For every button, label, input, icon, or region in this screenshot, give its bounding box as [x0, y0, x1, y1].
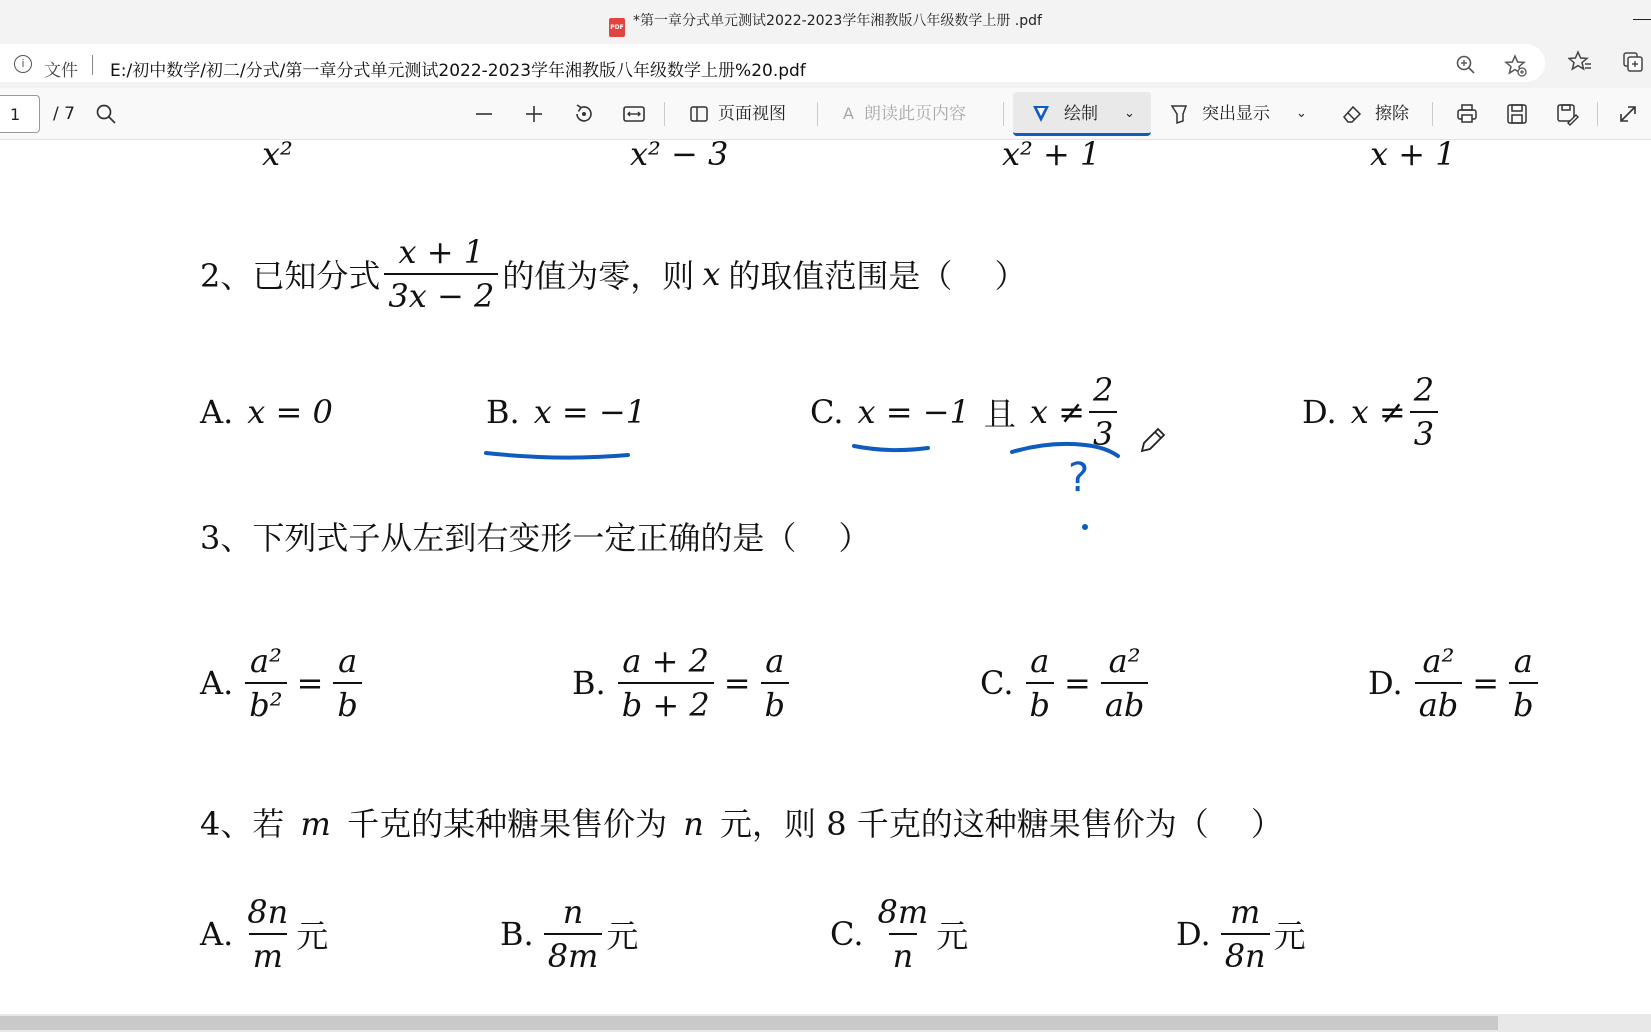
address-field[interactable] [0, 44, 1545, 82]
pen-icon [1030, 103, 1052, 125]
pdf-page-content[interactable] [0, 141, 1651, 1014]
q3-a-right [333, 642, 361, 724]
page-total: / 7 [53, 104, 75, 124]
q4-c-num: 8m [877, 893, 929, 931]
q2-frac-den: 3x − 2 [384, 273, 498, 315]
info-icon[interactable]: i [14, 55, 32, 73]
q4-d-num: m [1230, 893, 1261, 931]
print-icon[interactable] [1455, 88, 1479, 140]
ink-underline-b [486, 453, 628, 458]
minimize-button[interactable] [1633, 6, 1651, 20]
q3-b-left [618, 642, 714, 724]
q2-option-a-expr: x = 0 [247, 393, 333, 431]
page-view-button[interactable] [688, 88, 786, 140]
q2-option-b-label: B. [486, 393, 520, 431]
page-view-label: 页面视图 [718, 104, 786, 124]
question-4 [200, 799, 1283, 845]
q4-option-a-label: A. [200, 915, 234, 953]
rotate-icon[interactable] [572, 88, 596, 140]
q1-fragment-d: x + 1 [1370, 141, 1456, 173]
url-text[interactable]: E:/初中数学/初二/分式/第一章分式单元测试2022-2023学年湘教版八年级数学上册%20.pdf [110, 61, 806, 81]
q3-b-ln: a + 2 [622, 642, 709, 680]
q4-a-unit: 元 [296, 917, 329, 955]
q2-suffix-b: 的取值范围是（ ） [728, 257, 1027, 295]
q4-part3: 元，则 8 千克的这种糖果售价为（ ） [720, 805, 1283, 843]
q2-option-d-den: 3 [1410, 411, 1438, 453]
q3-c-ln: a [1030, 642, 1050, 680]
q2-frac-num: x + 1 [398, 233, 485, 271]
eraser-icon [1341, 103, 1363, 125]
draw-options-chevron-icon[interactable]: ⌄ [1124, 106, 1135, 121]
q2-option-b[interactable] [486, 377, 646, 447]
q3-a-rn: a [338, 642, 358, 680]
q4-d-den: 8n [1221, 933, 1270, 975]
q4-option-c[interactable] [830, 881, 968, 987]
q3-b-right [761, 642, 789, 724]
q3-a-ld: b² [245, 682, 286, 724]
q3-d-left [1415, 642, 1463, 724]
q3-c-ld: b [1026, 682, 1054, 724]
equals-sign: = [296, 664, 324, 702]
q2-prefix: 2、已知分式 [200, 257, 381, 295]
q3-a-left [245, 642, 286, 724]
pdf-toolbar [0, 88, 1651, 140]
q2-option-c-frac [1089, 371, 1117, 453]
equals-sign: = [1472, 664, 1500, 702]
q3-d-ln: a² [1422, 642, 1455, 680]
q4-part2: 千克的某种糖果售价为 [347, 805, 668, 843]
q3-option-b[interactable] [572, 629, 793, 737]
highlight-label: 突出显示 [1202, 104, 1270, 124]
q3-a-rd: b [333, 682, 361, 724]
add-favorite-icon[interactable] [1503, 54, 1529, 80]
q2-option-d-expr: x ≠ [1350, 393, 1406, 431]
ink-dot [1082, 524, 1088, 530]
q4-option-c-label: C. [830, 915, 864, 953]
q2-option-c[interactable] [810, 363, 1121, 461]
scrollbar-thumb[interactable] [0, 1016, 1498, 1030]
q3-c-right [1101, 642, 1149, 724]
window-title [0, 10, 1651, 37]
q2-option-d-num: 2 [1413, 371, 1435, 409]
q2-option-b-expr: x = −1 [533, 393, 647, 431]
q3-option-a[interactable] [200, 629, 366, 737]
q3-c-left [1026, 642, 1054, 724]
read-aloud-button[interactable] [843, 88, 966, 140]
q3-option-c-label: C. [980, 664, 1014, 702]
page-view-icon [688, 103, 710, 125]
q2-option-d-frac [1410, 371, 1438, 453]
q2-option-d[interactable] [1302, 363, 1442, 461]
highlight-button[interactable] [1168, 88, 1270, 140]
q4-option-d-label: D. [1176, 915, 1211, 953]
pdf-file-icon: PDF [609, 18, 625, 37]
q2-option-c-expr1: x = −1 [857, 393, 970, 431]
q2-suffix-a: 的值为零，则 [502, 257, 695, 295]
q4-b-frac [544, 893, 603, 975]
q4-option-d[interactable] [1176, 881, 1306, 987]
q1-fragment-a: x² [262, 141, 293, 173]
q3-option-d[interactable] [1368, 629, 1542, 737]
q2-option-a-label: A. [200, 393, 234, 431]
highlighter-icon [1168, 103, 1190, 125]
q3-b-rn: a [765, 642, 785, 680]
q3-option-c[interactable] [980, 629, 1152, 737]
read-aloud-icon: A [843, 104, 854, 123]
fit-width-icon[interactable] [622, 88, 646, 140]
erase-label: 擦除 [1375, 104, 1409, 124]
q2-option-c-conj: 且 [983, 395, 1016, 433]
erase-button[interactable] [1341, 88, 1409, 140]
q3-d-rd: b [1509, 682, 1537, 724]
pen-cursor-icon [1142, 429, 1164, 451]
q4-b-unit: 元 [606, 917, 639, 955]
q4-var-n: n [683, 805, 704, 843]
question-3: 3、下列式子从左到右变形一定正确的是（ ） [200, 519, 871, 557]
q4-c-unit: 元 [936, 917, 969, 955]
q3-c-rn: a² [1108, 642, 1141, 680]
q3-b-rd: b [761, 682, 789, 724]
draw-tool[interactable] [1030, 88, 1098, 140]
q4-a-den: m [249, 933, 287, 975]
address-divider [92, 55, 93, 75]
toolbar-divider [817, 102, 818, 126]
collections-icon[interactable] [1620, 50, 1646, 76]
q3-option-b-label: B. [572, 664, 606, 702]
q4-d-frac [1221, 893, 1270, 975]
q3-d-rn: a [1513, 642, 1533, 680]
q3-d-right [1509, 642, 1537, 724]
q3-option-a-label: A. [200, 664, 234, 702]
fullscreen-icon[interactable] [1617, 88, 1639, 140]
equals-sign: = [1064, 664, 1091, 702]
q2-option-c-den: 3 [1089, 411, 1117, 453]
equals-sign: = [723, 664, 751, 702]
q1-fragment-b: x² − 3 [630, 141, 729, 173]
highlight-options-chevron-icon[interactable]: ⌄ [1296, 106, 1307, 121]
q3-option-d-label: D. [1368, 664, 1403, 702]
scheme-label: 文件 [44, 61, 78, 81]
q2-option-a[interactable] [200, 377, 333, 447]
q2-var: x [702, 255, 721, 293]
zoom-in-toolbar-icon[interactable] [523, 88, 545, 140]
q4-b-num: n [562, 893, 584, 931]
q4-var-m: m [300, 805, 331, 843]
horizontal-scrollbar[interactable] [0, 1014, 1651, 1032]
save-as-icon[interactable] [1555, 88, 1579, 140]
q4-option-b[interactable] [500, 881, 638, 987]
q4-a-num: 8n [247, 893, 289, 931]
q1-fragment-c: x² + 1 [1002, 141, 1101, 173]
q4-option-b-label: B. [500, 915, 534, 953]
q4-a-frac [243, 893, 292, 975]
read-aloud-label: 朗读此页内容 [863, 104, 966, 124]
q2-option-c-label: C. [810, 393, 844, 431]
search-icon[interactable] [95, 88, 117, 140]
q3-d-ld: ab [1415, 682, 1463, 724]
favorites-icon[interactable] [1567, 50, 1593, 76]
save-icon[interactable] [1505, 88, 1529, 140]
q4-d-unit: 元 [1273, 917, 1306, 955]
q4-option-a[interactable] [200, 881, 328, 987]
ink-question-mark: ? [1068, 455, 1090, 501]
q3-c-rd: ab [1101, 682, 1149, 724]
question-2 [200, 233, 1027, 315]
toolbar-divider [1432, 102, 1433, 126]
q4-c-den: n [889, 933, 918, 975]
address-bar [0, 40, 1651, 88]
q2-fraction [384, 233, 498, 315]
q4-c-frac [874, 893, 933, 975]
q3-b-ld: b + 2 [618, 682, 714, 724]
draw-label: 绘制 [1064, 104, 1098, 124]
q2-option-c-expr2: x ≠ [1029, 393, 1085, 431]
toolbar-divider [1003, 102, 1004, 126]
zoom-out-icon[interactable] [473, 88, 495, 140]
q2-option-c-num: 2 [1092, 371, 1114, 409]
title-bar [0, 0, 1651, 40]
toolbar-divider [1597, 102, 1598, 126]
q2-option-d-label: D. [1302, 393, 1337, 431]
q4-b-den: 8m [544, 933, 603, 975]
zoom-in-icon[interactable] [1453, 54, 1479, 80]
toolbar-divider [664, 102, 665, 126]
page-number-input[interactable]: 1 [0, 95, 40, 133]
q3-a-ln: a² [249, 642, 282, 680]
window-title-text: *第一章分式单元测试2022-2023学年湘教版八年级数学上册 .pdf [633, 13, 1042, 29]
q4-part1: 4、若 [200, 805, 285, 843]
